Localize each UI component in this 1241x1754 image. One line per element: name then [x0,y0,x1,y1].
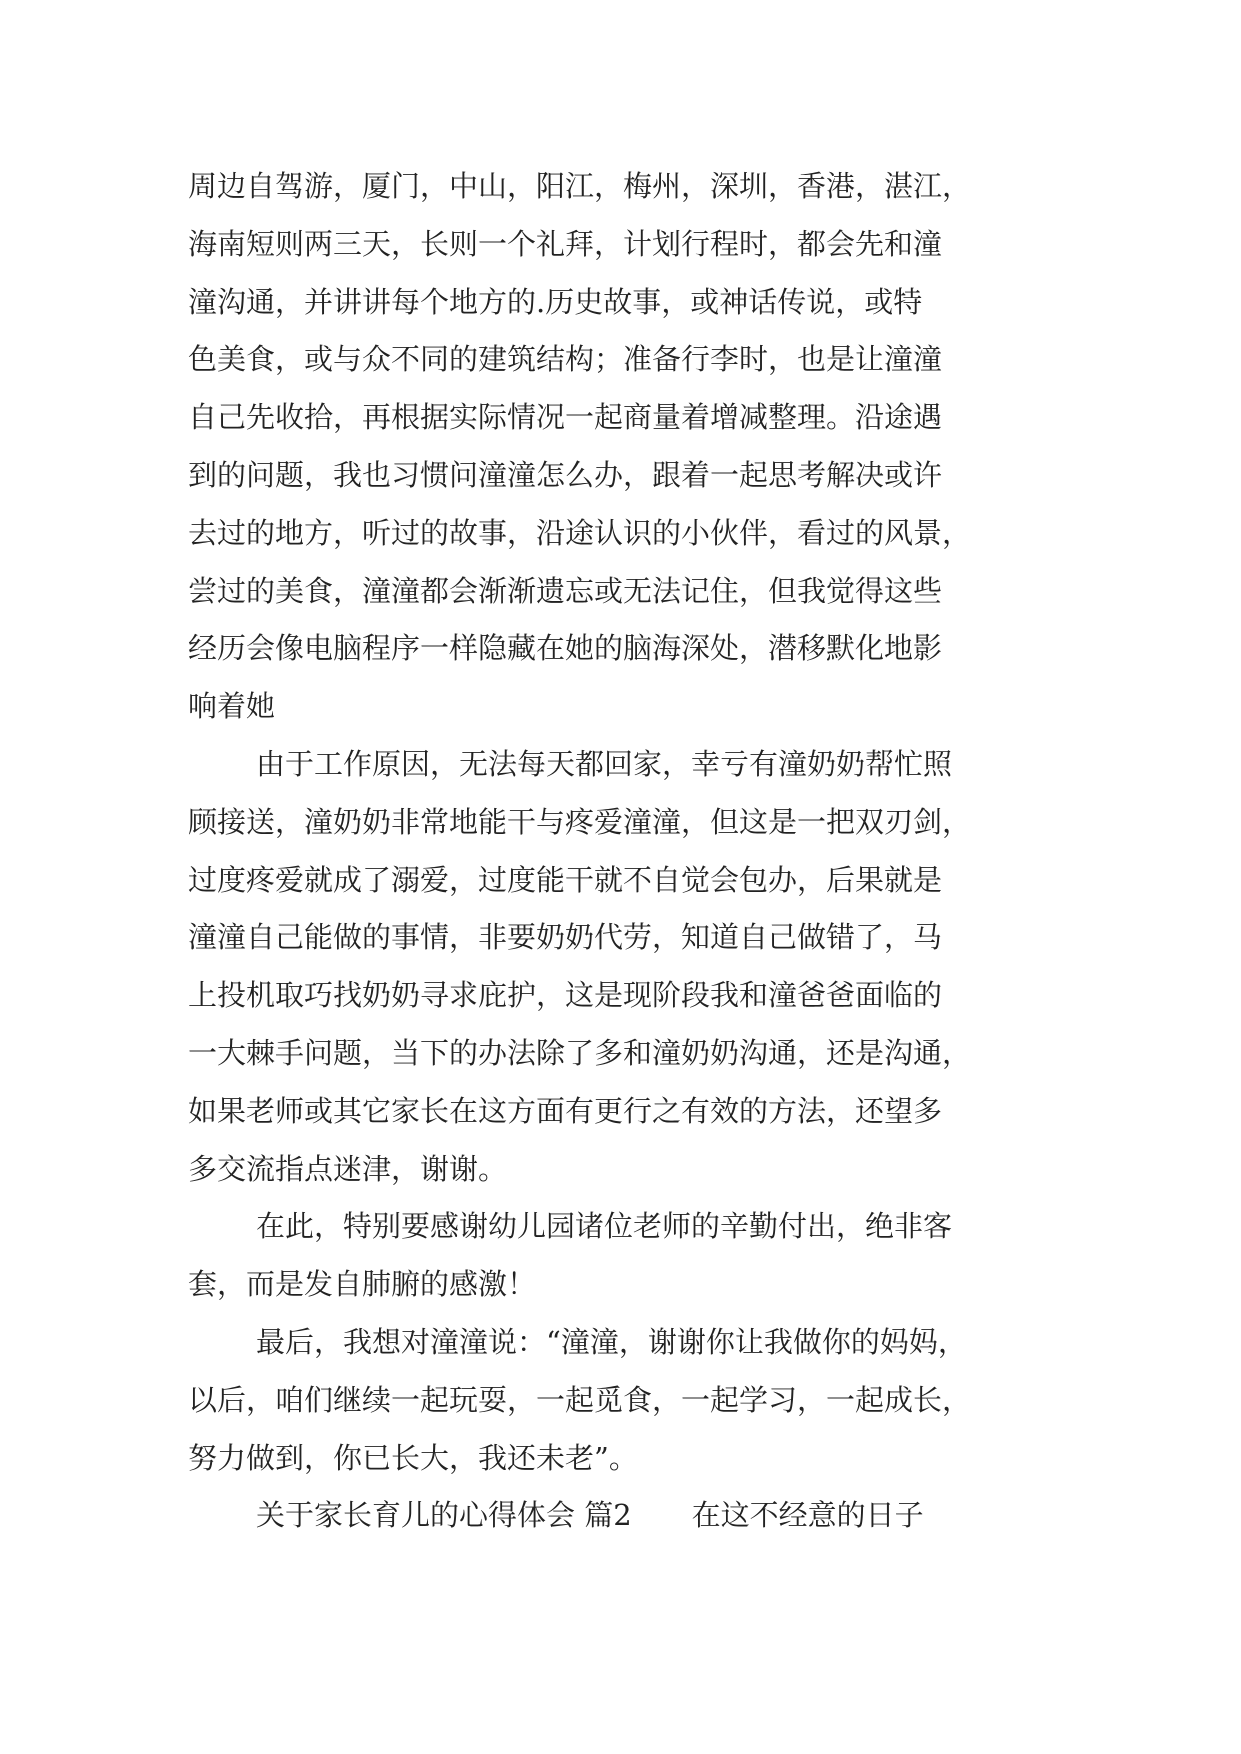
text-line: 顾接送，潼奶奶非常地能干与疼爱潼潼，但这是一把双刃剑， [188,804,972,839]
text-line: 周边自驾游，厦门，中山，阳江，梅州，深圳，香港，湛江， [188,169,972,203]
section-heading-line [188,1487,1088,1545]
text-line: 响着她 [188,689,276,724]
text-line: 去过的地方，听过的故事，沿途认识的小伙伴，看过的风景， [188,515,972,550]
text-line: 如果老师或其它家长在这方面有更行之有效的方法，还望多 [188,1093,943,1128]
paragraph-start-line: 最后，我想对潼潼说：“潼潼，谢谢你让我做你的妈妈， [256,1324,967,1359]
paragraph-start-line: 由于工作原因，无法每天都回家，幸亏有潼奶奶帮忙照 [256,746,953,781]
text-line: 努力做到，你已长大，我还未老”。 [188,1440,638,1475]
text-line: 潼潼自己能做的事情，非要奶奶代劳，知道自己做错了，马 [188,920,943,955]
text-line: 潼沟通，并讲讲每个地方的.历史故事，或神话传说，或特 [188,284,923,319]
text-line: 色美食，或与众不同的建筑结构；准备行李时，也是让潼潼 [188,342,943,377]
text-line: 尝过的美食，潼潼都会渐渐遗忘或无法记住，但我觉得这些 [188,573,943,608]
text-line: 海南短则两三天，长则一个礼拜，计划行程时，都会先和潼 [188,226,943,261]
text-line: 经历会像电脑程序一样隐藏在她的脑海深处，潜移默化地影 [188,631,943,666]
text-line: 套，而是发自肺腑的感激！ [188,1267,537,1302]
text-line: 以后，咱们继续一起玩耍，一起觅食，一起学习，一起成长， [188,1382,972,1417]
text-line: 过度疼爱就成了溺爱，过度能干就不自觉会包办，后果就是 [188,862,943,897]
heading-continuation-text: 在这不经意的日子 [691,1498,924,1533]
text-line: 到的问题，我也习惯问潼潼怎么办，跟着一起思考解决或许 [188,457,943,492]
body-text [188,158,1088,1545]
text-line: 一大棘手问题，当下的办法除了多和潼奶奶沟通，还是沟通， [188,1035,972,1070]
text-line: 多交流指点迷津，谢谢。 [188,1151,508,1186]
text-line: 上投机取巧找奶奶寻求庇护，这是现阶段我和潼爸爸面临的 [188,978,943,1013]
paragraph-start-line: 在此，特别要感谢幼儿园诸位老师的辛勤付出，绝非客 [256,1209,953,1244]
text-line: 自己先收拾，再根据实际情况一起商量着增减整理。沿途遇 [188,400,943,435]
section-heading: 关于家长育儿的心得体会 篇2 [256,1498,632,1533]
